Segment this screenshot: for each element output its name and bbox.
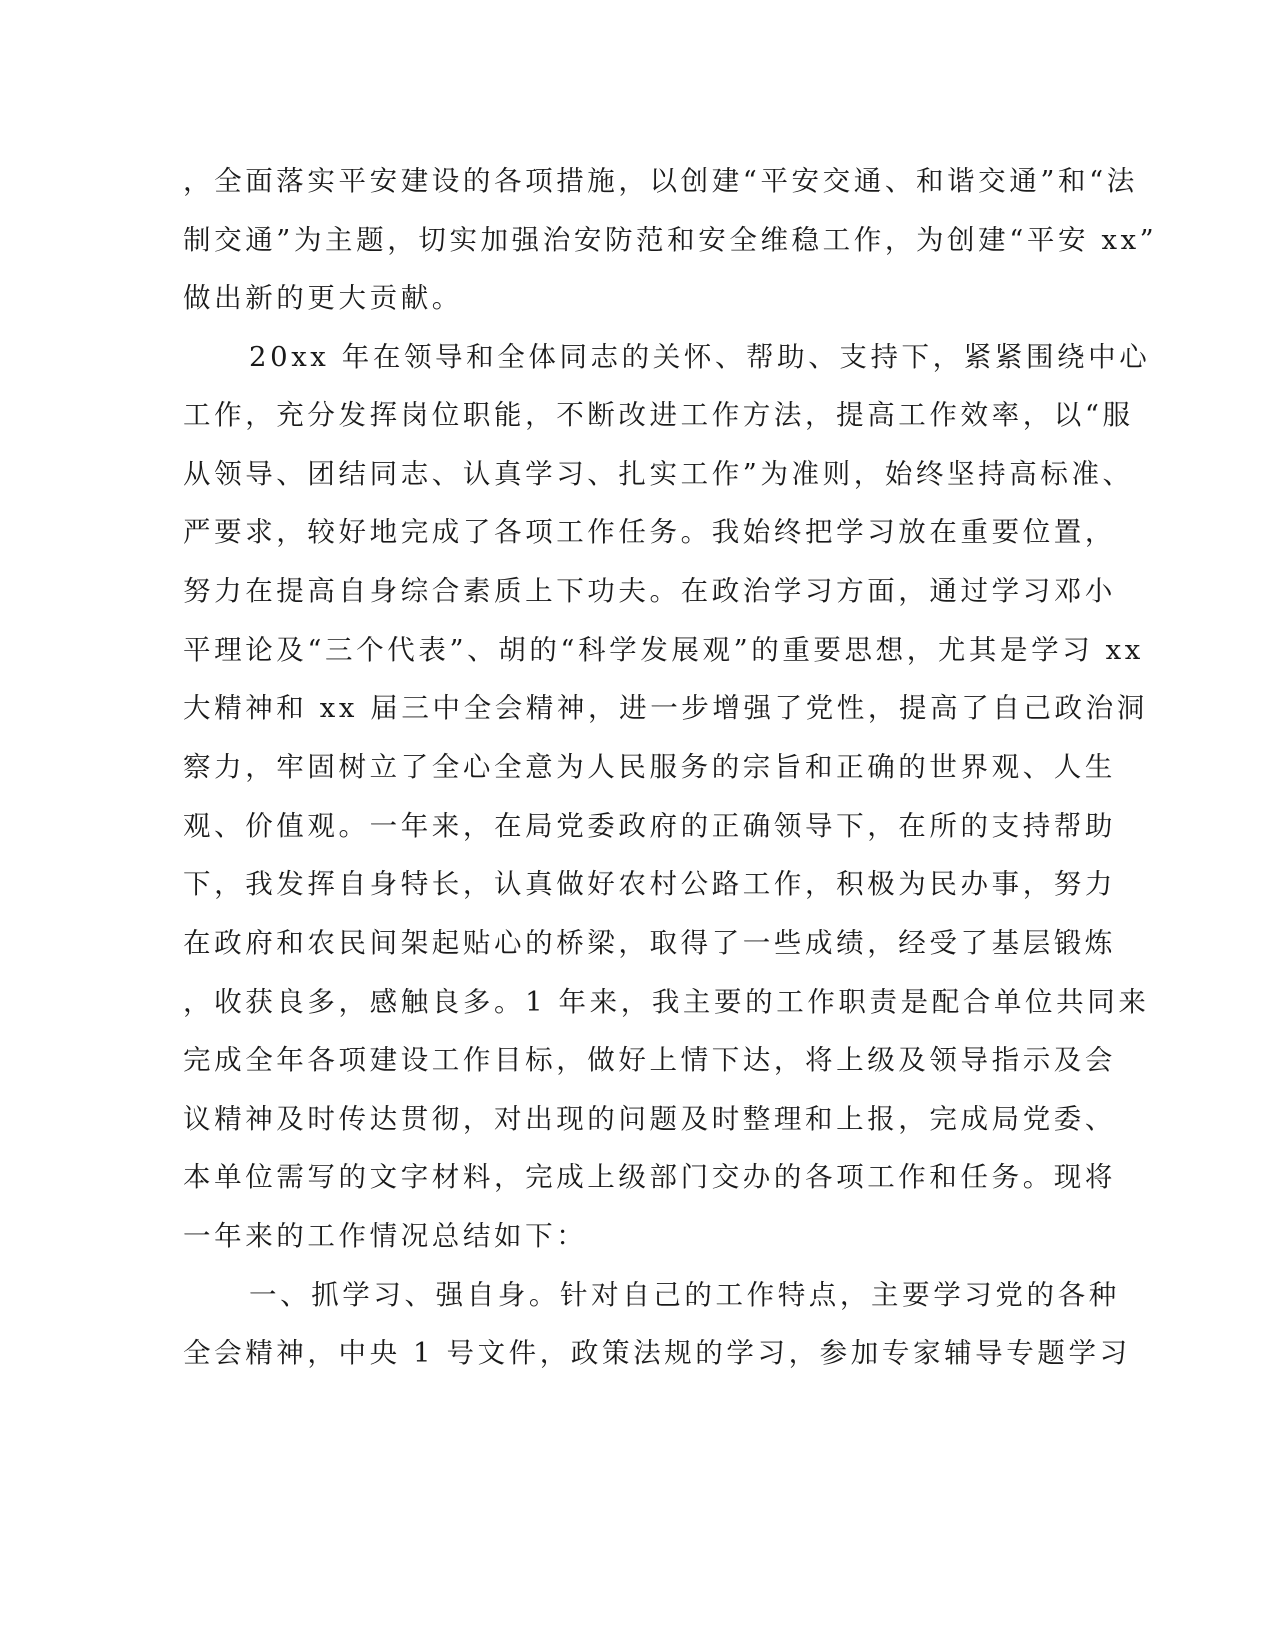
text-line: 本单位需写的文字材料，完成上级部门交办的各项工作和任务。现将 xyxy=(183,1161,1116,1193)
text-line: ，全面落实平安建设的各项措施，以创建“平安交通、和谐交通”和“法 xyxy=(183,165,1138,197)
text-line: 观、价值观。一年来，在局党委政府的正确领导下，在所的支持帮助 xyxy=(183,810,1116,842)
text-line: 平理论及“三个代表”、胡的“科学发展观”的重要思想，尤其是学习 xx xyxy=(183,634,1144,666)
text-line: 努力在提高自身综合素质上下功夫。在政治学习方面，通过学习邓小 xyxy=(183,575,1116,607)
text-line: ，收获良多，感触良多。1 年来，我主要的工作职责是配合单位共同来 xyxy=(183,986,1150,1018)
text-line: 议精神及时传达贯彻，对出现的问题及时整理和上报，完成局党委、 xyxy=(183,1103,1116,1135)
text-line: 完成全年各项建设工作目标，做好上情下达，将上级及领导指示及会 xyxy=(183,1044,1116,1076)
text-line: 在政府和农民间架起贴心的桥梁，取得了一些成绩，经受了基层锻炼 xyxy=(183,927,1116,959)
paragraph-start-line: 20xx 年在领导和全体同志的关怀、帮助、支持下，紧紧围绕中心 xyxy=(249,341,1151,373)
text-line: 大精神和 xx 届三中全会精神，进一步增强了党性，提高了自己政治洞 xyxy=(183,692,1148,724)
text-line: 一年来的工作情况总结如下： xyxy=(183,1220,588,1252)
text-line: 严要求，较好地完成了各项工作任务。我始终把学习放在重要位置， xyxy=(183,516,1116,548)
text-line: 做出新的更大贡献。 xyxy=(183,282,463,314)
text-line: 工作，充分发挥岗位职能，不断改进工作方法，提高工作效率，以“服 xyxy=(183,399,1134,431)
text-line: 察力，牢固树立了全心全意为人民服务的宗旨和正确的世界观、人生 xyxy=(183,751,1116,783)
text-line: 下，我发挥自身特长，认真做好农村公路工作，积极为民办事，努力 xyxy=(183,868,1116,900)
paragraph-start-line: 一、抓学习、强自身。针对自己的工作特点，主要学习党的各种 xyxy=(249,1279,1120,1311)
text-line: 制交通”为主题，切实加强治安防范和安全维稳工作，为创建“平安 xx” xyxy=(183,224,1158,256)
text-line: 从领导、团结同志、认真学习、扎实工作”为准则，始终坚持高标准、 xyxy=(183,458,1134,490)
text-line: 全会精神，中央 1 号文件，政策法规的学习，参加专家辅导专题学习 xyxy=(183,1337,1131,1369)
